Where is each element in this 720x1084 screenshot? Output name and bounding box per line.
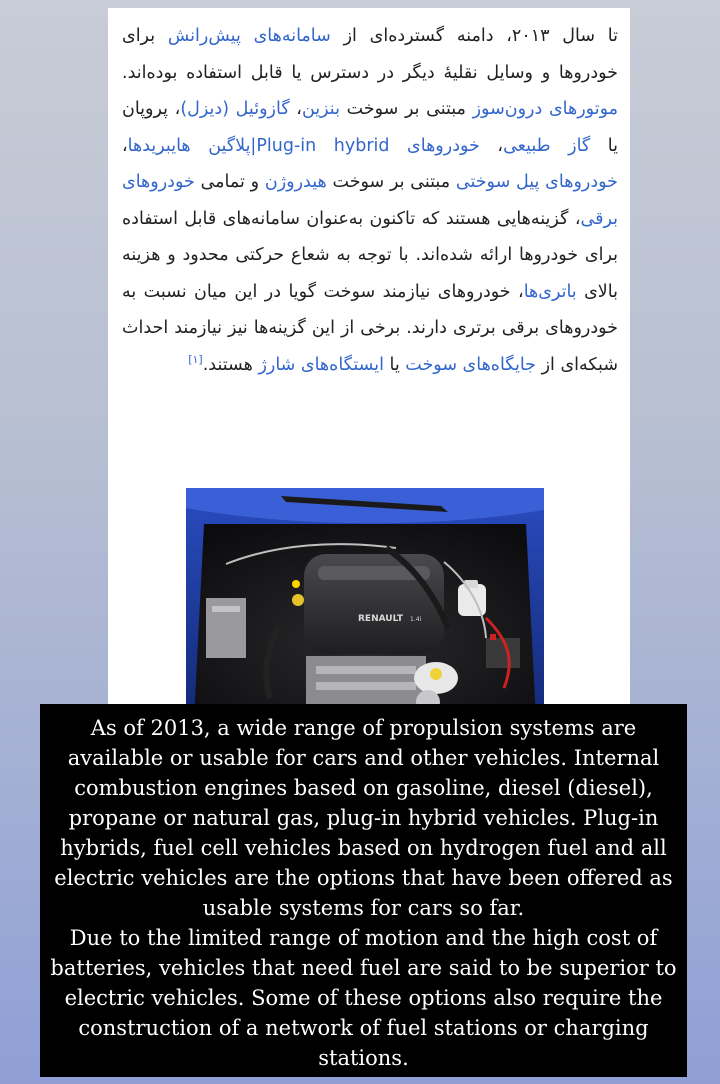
link-charging-stations[interactable]: ایستگاه‌های شارژ (258, 354, 384, 375)
text-segment: ، پروپان یا (122, 99, 618, 156)
text-segment: ، خودروهای نیازمند سوخت گویا در این میان نسبت به خودروهای برقی برتری دارند. برخی از این گزینه‌ها نیز نیازمند احداث شبکه‌ای از (122, 281, 618, 375)
link-batteries[interactable]: باتری‌ها (523, 281, 577, 302)
link-fuel-cell-vehicles[interactable]: خودروهای پیل سوختی (455, 172, 618, 192)
link-propulsion-systems[interactable]: سامانه‌های پیش‌رانش (167, 26, 331, 46)
link-diesel[interactable]: گازوئیل (دیزل) (180, 99, 290, 119)
link-fuel-stations[interactable]: جایگاه‌های سوخت (405, 354, 536, 375)
link-gasoline[interactable]: بنزین (301, 99, 340, 119)
link-hydrogen[interactable]: هیدروژن (264, 172, 327, 192)
text-segment: تا سال ۲۰۱۳، دامنه گسترده‌ای از (330, 26, 618, 46)
text-segment: هستند. (202, 354, 259, 375)
link-natural-gas[interactable]: گاز طبیعی (503, 135, 591, 156)
text-segment: ، گزینه‌هایی هستند که تاکنون به‌عنوان سامانه‌های قابل استفاده برای خودروها ارائه شده‌اند. با توجه به شعاع حرکتی محدود و هزینه بالای (122, 208, 618, 302)
engine-photo (186, 488, 544, 708)
caption-paragraph-1: As of 2013, a wide range of propulsion systems are available or usable for cars and other vehicles. Internal combustion engines based on gasoline, diesel (diesel), propane or natural gas, plug-in hybrid vehicles. Plug-in hybrids, fuel cell vehicles based on hydrogen fuel and all electric vehicles are the options that have been offered as usable systems for cars so far. (54, 716, 673, 920)
link-electric-vehicles[interactable]: خودروهای برقی (122, 172, 618, 229)
text-segment: ، (479, 135, 504, 156)
text-segment: مبتنی بر سوخت (326, 172, 456, 192)
translation-caption (40, 704, 687, 1077)
reference-link[interactable]: [۱] (188, 352, 203, 366)
text-segment: و تمامی (194, 172, 265, 192)
link-internal-combustion-engines[interactable]: موتورهای درون‌سوز (472, 99, 618, 119)
text-segment: برای خودروها و وسایل نقلیهٔ دیگر در دسترس یا قابل استفاده بوده‌اند. (122, 26, 618, 83)
text-segment: ، (289, 99, 302, 119)
engine-size-label: 1.4i (410, 616, 422, 623)
article-card (108, 8, 630, 708)
link-plug-in-hybrid[interactable]: خودروهای Plug-in hybrid|پلاگین هایبریدها (127, 135, 480, 156)
text-segment: ، (122, 135, 128, 156)
article-text (122, 18, 618, 383)
text-segment: یا (383, 354, 406, 375)
renault-brand-label: RENAULT (358, 614, 403, 624)
caption-paragraph-2: Due to the limited range of motion and the high cost of batteries, vehicles that need fuel are said to be superior to electric vehicles. Some of these options also require the construction of a network of fuel stations or charging stations. (50, 926, 677, 1070)
text-segment: مبتنی بر سوخت (339, 99, 473, 119)
